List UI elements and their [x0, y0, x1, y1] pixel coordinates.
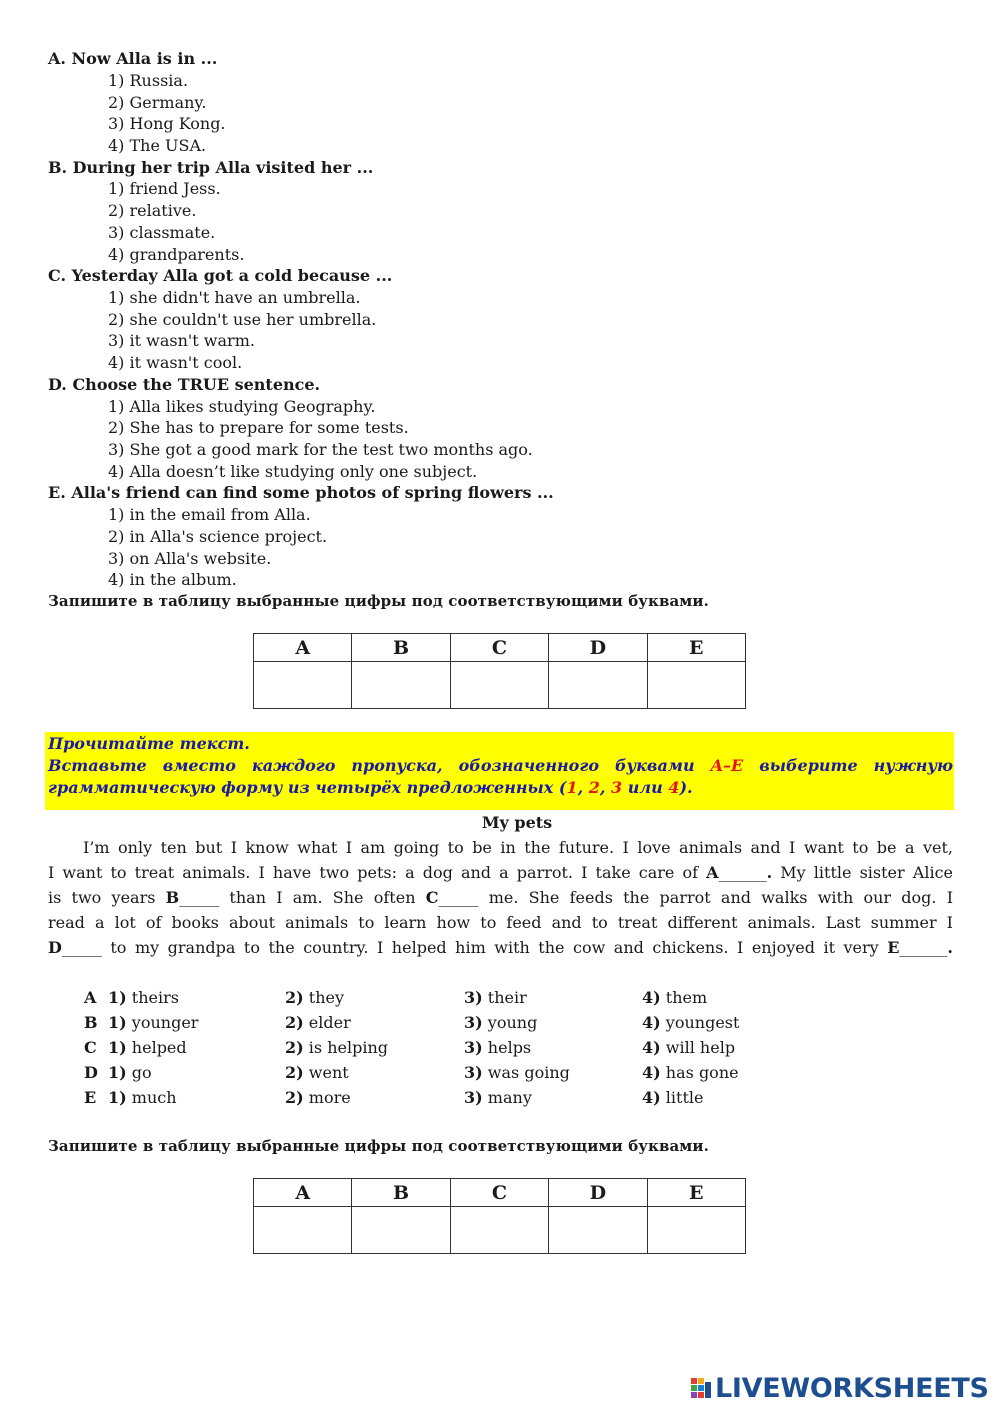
- choice-option[interactable]: 3) was going: [464, 1063, 570, 1082]
- table-header: E: [647, 634, 745, 662]
- answer-cell[interactable]: [450, 662, 548, 709]
- question-text: E. Alla's friend can find some photos of spring flowers ...: [48, 483, 554, 503]
- option[interactable]: 2) She has to prepare for some tests.: [108, 418, 409, 438]
- question-text: B. During her trip Alla visited her ...: [48, 157, 374, 177]
- choice-letter: C: [84, 1038, 97, 1057]
- choice-option[interactable]: 4) youngest: [642, 1013, 740, 1032]
- choice-option[interactable]: 3) many: [464, 1088, 532, 1107]
- option[interactable]: 3) on Alla's website.: [108, 548, 272, 568]
- gap-label: C: [425, 888, 439, 907]
- text-part: I want to treat animals. I have two pets: a dog and a parrot. I take care of: [48, 863, 707, 882]
- choice-option[interactable]: 1) theirs: [108, 988, 179, 1007]
- text-part: me. She feeds the parrot and walks with our dog. I: [478, 888, 954, 907]
- choice-letter: D: [84, 1063, 98, 1082]
- question-a: [48, 48, 953, 157]
- task-red-letters: A–E: [710, 756, 744, 775]
- task-sep: или: [622, 778, 669, 797]
- table-header: D: [549, 1179, 647, 1207]
- option[interactable]: 1) in the email from Alla.: [108, 505, 311, 525]
- gap-blank[interactable]: ______: [718, 863, 767, 882]
- choice-letter: E: [84, 1088, 97, 1107]
- task-line: Вставьте вместо каждого пропуска, обозначенного буквами: [48, 756, 711, 775]
- task-line-3: [48, 777, 953, 799]
- choice-row-a: [84, 985, 784, 1010]
- question-b: [48, 157, 953, 266]
- option[interactable]: 1) Alla likes studying Geography.: [108, 396, 376, 416]
- choice-row-c: [84, 1035, 784, 1060]
- text-line: read a lot of books about animals to learn how to feed and to treat different animals. Last summer I: [48, 913, 953, 932]
- choice-option[interactable]: 4) little: [642, 1088, 704, 1107]
- option[interactable]: 4) Alla doesn’t like studying only one subject.: [108, 461, 478, 481]
- option[interactable]: 1) she didn't have an umbrella.: [108, 288, 361, 308]
- option[interactable]: 2) relative.: [108, 201, 197, 221]
- task-red-number: 2: [588, 778, 600, 797]
- choice-row-b: [84, 1010, 784, 1035]
- option[interactable]: 2) she couldn't use her umbrella.: [108, 309, 377, 329]
- text-line: [48, 860, 953, 885]
- text-paragraph: [48, 835, 953, 960]
- question-text: A. Now Alla is in ...: [48, 49, 218, 68]
- task-red-number: 1: [566, 778, 578, 797]
- gap-blank[interactable]: ______: [899, 938, 948, 957]
- gap-label: B: [165, 888, 180, 907]
- choice-option[interactable]: 4) will help: [642, 1038, 736, 1057]
- text-part: .: [766, 863, 773, 882]
- question-text: D. Choose the TRUE sentence.: [48, 374, 321, 394]
- liveworksheets-logo-icon: [691, 1378, 713, 1400]
- answer-table-1: [253, 633, 746, 709]
- option[interactable]: 1) Russia.: [108, 70, 189, 90]
- task-sep: ).: [679, 778, 693, 797]
- task-sep: ,: [599, 778, 612, 797]
- choice-option[interactable]: 2) went: [285, 1063, 349, 1082]
- table-header: A: [254, 634, 352, 662]
- text-line: [48, 935, 953, 960]
- table-instruction: Запишите в таблицу выбранные цифры под соответствующими буквами.: [48, 592, 709, 610]
- answer-table-2: [253, 1178, 746, 1254]
- text-part: than I am. She often: [219, 888, 426, 907]
- option[interactable]: 3) classmate.: [108, 222, 216, 242]
- task-line-2: [48, 755, 953, 777]
- answer-cell[interactable]: [549, 1207, 647, 1254]
- option[interactable]: 3) Hong Kong.: [108, 114, 226, 134]
- choice-option[interactable]: 2) elder: [285, 1013, 351, 1032]
- reading-questions: [48, 48, 953, 591]
- choice-letter: A: [84, 988, 97, 1007]
- choice-option[interactable]: 2) is helping: [285, 1038, 389, 1057]
- choice-option[interactable]: 1) helped: [108, 1038, 187, 1057]
- option[interactable]: 2) in Alla's science project.: [108, 526, 328, 546]
- gap-label: D: [48, 938, 62, 957]
- text-part: to my grandpa to the country. I helped him with the cow and chickens. I enjoyed it very: [101, 938, 888, 957]
- option[interactable]: 4) it wasn't cool.: [108, 353, 243, 373]
- choice-option[interactable]: 3) their: [464, 988, 527, 1007]
- table-header: C: [450, 634, 548, 662]
- choice-option[interactable]: 3) young: [464, 1013, 538, 1032]
- table-header: E: [647, 1179, 745, 1207]
- question-e: [48, 482, 953, 591]
- choice-grid: [84, 985, 784, 1110]
- choice-option[interactable]: 4) them: [642, 988, 708, 1007]
- choice-row-e: [84, 1085, 784, 1110]
- choice-option[interactable]: 1) younger: [108, 1013, 199, 1032]
- choice-option[interactable]: 4) has gone: [642, 1063, 739, 1082]
- gap-blank[interactable]: _____: [61, 938, 102, 957]
- task-red-number: 3: [611, 778, 623, 797]
- table-header: C: [450, 1179, 548, 1207]
- task-line: выберите нужную: [743, 756, 953, 775]
- table-header: A: [254, 1179, 352, 1207]
- text-title: My pets: [481, 813, 553, 832]
- table-instruction: Запишите в таблицу выбранные цифры под соответствующими буквами.: [48, 1137, 709, 1155]
- gap-label: E: [887, 938, 900, 957]
- text-part: is two years: [48, 888, 166, 907]
- option[interactable]: 4) in the album.: [108, 570, 237, 590]
- gap-blank[interactable]: _____: [179, 888, 220, 907]
- option[interactable]: 4) grandparents.: [108, 244, 245, 264]
- option[interactable]: 3) it wasn't warm.: [108, 331, 255, 351]
- answer-cell[interactable]: [647, 662, 745, 709]
- answer-cell[interactable]: [254, 1207, 352, 1254]
- choice-option[interactable]: 1) much: [108, 1088, 177, 1107]
- option[interactable]: 1) friend Jess.: [108, 179, 221, 199]
- answer-cell[interactable]: [254, 662, 352, 709]
- table-header: B: [352, 1179, 450, 1207]
- answer-cell[interactable]: [352, 1207, 450, 1254]
- task-sep: ,: [577, 778, 589, 797]
- answer-cell[interactable]: [647, 1207, 745, 1254]
- text-part: My little sister Alice: [772, 863, 954, 882]
- option[interactable]: 3) She got a good mark for the test two months ago.: [108, 440, 533, 460]
- question-text: C. Yesterday Alla got a cold because ...: [48, 266, 393, 286]
- gap-blank[interactable]: _____: [438, 888, 479, 907]
- question-d: [48, 374, 953, 483]
- text-line: [48, 885, 953, 910]
- answer-cell[interactable]: [450, 1207, 548, 1254]
- choice-option[interactable]: 2) they: [285, 988, 345, 1007]
- task-red-number: 4: [668, 778, 680, 797]
- option[interactable]: 4) The USA.: [108, 135, 207, 155]
- gap-label: A: [706, 863, 719, 882]
- answer-cell[interactable]: [549, 662, 647, 709]
- choice-letter: B: [84, 1013, 98, 1032]
- task-line: грамматическую форму из четырёх предложенных (: [48, 778, 567, 797]
- choice-option[interactable]: 2) more: [285, 1088, 351, 1107]
- task-line: Прочитайте текст.: [48, 734, 250, 753]
- text-part: .: [947, 938, 953, 957]
- choice-row-d: [84, 1060, 784, 1085]
- answer-cell[interactable]: [352, 662, 450, 709]
- choice-option[interactable]: 1) go: [108, 1063, 152, 1082]
- table-header: D: [549, 634, 647, 662]
- text-line: I’m only ten but I know what I am going to be in the future. I love animals and I want to be a vet,: [83, 838, 953, 857]
- option[interactable]: 2) Germany.: [108, 92, 207, 112]
- table-header: B: [352, 634, 450, 662]
- choice-option[interactable]: 3) helps: [464, 1038, 532, 1057]
- logo-text: LIVEWORKSHEETS: [715, 1373, 989, 1404]
- task-heading: [48, 733, 953, 755]
- question-c: [48, 265, 953, 374]
